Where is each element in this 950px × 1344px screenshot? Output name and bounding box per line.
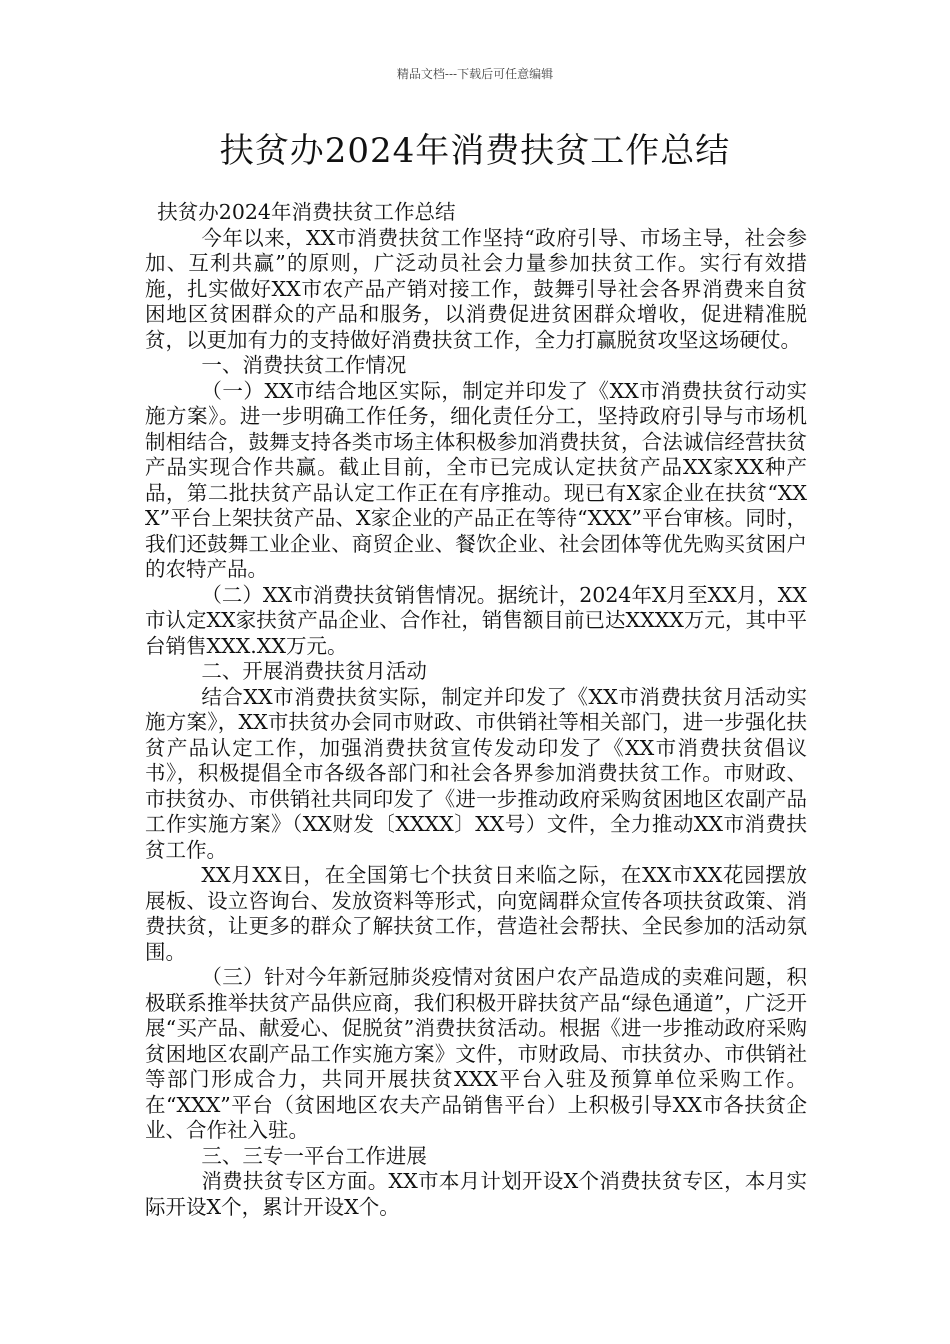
paragraph-2-3: （三）针对今年新冠肺炎疫情对贫困户农产品造成的卖难问题，积极联系推举扶贫产品供应商，我们积极开辟扶贫产品“绿色通道”，广泛开展“买产品、献爱心、促脱贫”消费扶贫活动。根据《进一步推动政府采购贫困地区农副产品工作实施方案》文件，市财政局、市扶贫办、市供销社等部门形成合力，共同开展扶贫XXX平台入驻及预算单位采购工作。在“XXX”平台（贫困地区农夫产品销售平台）上积极引导XX市各扶贫企业、合作社入驻。 — [145, 965, 807, 1142]
paragraph-1-1: （一）XX市结合地区实际，制定并印发了《XX市消费扶贫行动实施方案》。进一步明确工作任务，细化责任分工，坚持政府引导与市场机制相结合，鼓舞支持各类市场主体积极参加消费扶贫，合法诚信经营扶贫产品实现合作共赢。截止目前，全市已完成认定扶贫产品XX家XX种产品，第二批扶贫产品认定工作正在有序推动。现已有X家企业在扶贫“XXX”平台上架扶贫产品、X家企业的产品正在等待“XXX”平台审核。同时，我们还鼓舞工业企业、商贸企业、餐饮企业、社会团体等优先购买贫困户的农特产品。 — [145, 378, 807, 581]
paragraph-2-2: XX月XX日，在全国第七个扶贫日来临之际，在XX市XX花园摆放展板、设立咨询台、发放资料等形式，向宽阔群众宣传各项扶贫政策、消费扶贫，让更多的群众了解扶贫工作，营造社会帮扶、全民参加的活动氛围。 — [145, 863, 807, 964]
section-heading-2: 二、开展消费扶贫月活动 — [201, 659, 427, 683]
paragraph-3-1: 消费扶贫专区方面。XX市本月计划开设X个消费扶贫专区，本月实际开设X个，累计开设X个。 — [145, 1169, 807, 1219]
paragraph-2-1: 结合XX市消费扶贫实际，制定并印发了《XX市消费扶贫月活动实施方案》，XX市扶贫办会同市财政、市供销社等相关部门，进一步强化扶贫产品认定工作，加强消费扶贫宣传发动印发了《XX市消费扶贫倡议书》，积极提倡全市各级各部门和社会各界参加消费扶贫工作。市财政、市扶贫办、市供销社共同印发了《进一步推动政府采购贫困地区农副产品工作实施方案》（XX财发〔XXXX〕XX号）文件，全力推动XX市消费扶贫工作。 — [145, 684, 807, 862]
intro-paragraph: 今年以来，XX市消费扶贫工作坚持“政府引导、市场主导，社会参加、互利共赢”的原则，广泛动员社会力量参加扶贫工作。实行有效措施，扎实做好XX市农产品产销对接工作，鼓舞引导社会各界消费来自贫困地区贫困群众的产品和服务，以消费促进贫困群众增收，促进精准脱贫，以更加有力的支持做好消费扶贫工作，全力打赢脱贫攻坚这场硬仗。 — [145, 225, 807, 352]
header-note: 精品文档---下载后可任意编辑 — [396, 67, 554, 81]
section-heading-3: 三、三专一平台工作进展 — [201, 1143, 427, 1168]
body-subtitle: 扶贫办2024年消费扶贫工作总结 — [157, 200, 456, 224]
section-heading-1: 一、消费扶贫工作情况 — [201, 353, 407, 377]
paragraph-1-2: （二）XX市消费扶贫销售情况。据统计，2024年X月至XX月，XX市认定XX家扶贫产品企业、合作社，销售额目前已达XXXX万元，其中平台销售XXX.XX万元。 — [145, 582, 807, 658]
document-body — [145, 200, 807, 1220]
document-title: 扶贫办2024年消费扶贫工作总结 — [219, 131, 731, 171]
